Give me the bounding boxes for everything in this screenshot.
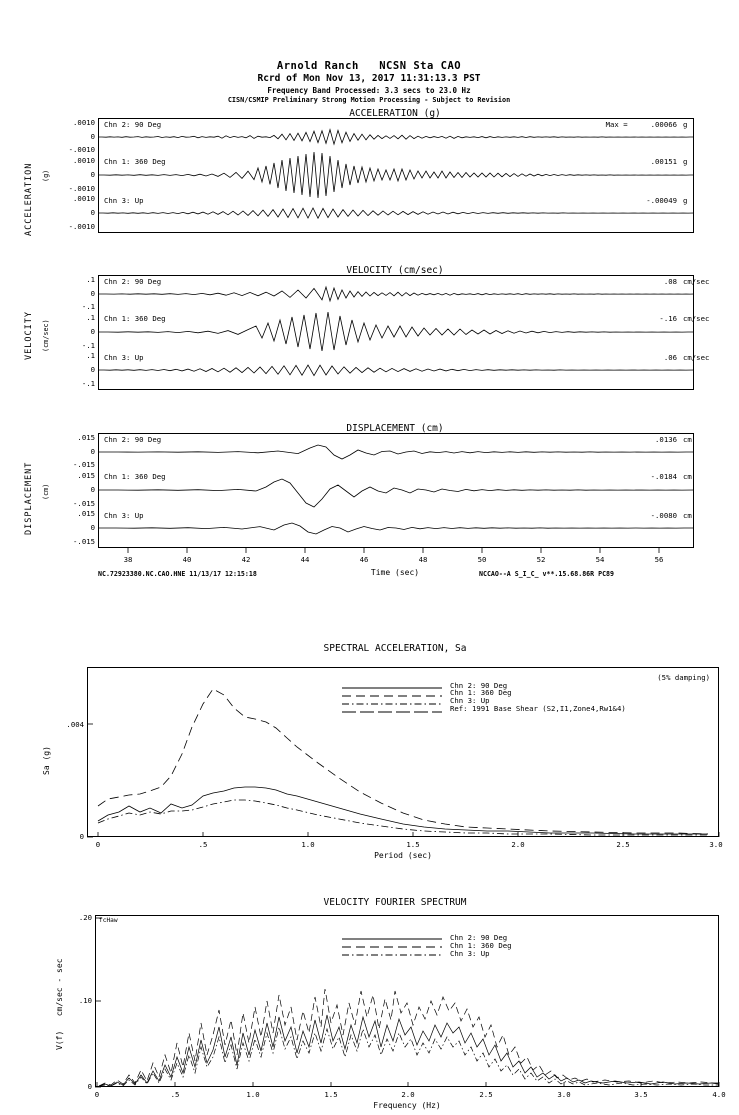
vel-chn1-peak: -.16 (659, 314, 677, 323)
disp-ytick-top-1: .015 (77, 433, 95, 442)
fourier-legend-item-0: Chn 2: 90 Deg (450, 933, 508, 942)
record-footer-right: NCCAO--A S_I_C_ v**.15.68.86R PC89 (479, 570, 614, 578)
time-xtick-0: 38 (123, 555, 133, 564)
vel-ytick-zero-3: 0 (90, 365, 95, 374)
displacement-axis-name: DISPLACEMENT (24, 461, 34, 535)
vel-chn2-label: Chn 2: 90 Deg (104, 277, 162, 286)
acc-ytick-top-2: .0010 (73, 156, 95, 165)
fourier-xtick-2: 1.0 (246, 1090, 260, 1099)
sa-legend-lines (342, 684, 452, 720)
sa-ytick-0: 0 (79, 832, 84, 841)
sa-damping-annotation: (5% damping) (657, 673, 710, 682)
sa-xtick-4: 2.0 (511, 840, 525, 849)
acc-ytick-zero-1: 0 (90, 132, 95, 141)
disp-ytick-bot-3: -.015 (73, 537, 95, 546)
acc-ytick-zero-3: 0 (90, 208, 95, 217)
vel-chn2-peak: .08 (663, 277, 677, 286)
sa-xtick-0: 0 (95, 840, 101, 849)
time-xtick-9: 56 (654, 555, 664, 564)
disp-ytick-zero-1: 0 (90, 447, 95, 456)
sa-xtick-3: 1.5 (406, 840, 420, 849)
disp-ytick-zero-3: 0 (90, 523, 95, 532)
acc-chn1-unit: g (683, 157, 688, 166)
vel-ytick-bot-1: -.1 (81, 302, 95, 311)
vel-ytick-zero-1: 0 (90, 289, 95, 298)
sa-xlabel: Period (sec) (374, 851, 432, 860)
fourier-xtick-7: 3.5 (634, 1090, 648, 1099)
fourier-xtick-6: 3.0 (557, 1090, 571, 1099)
acc-ytick-bot-1: -.0010 (68, 145, 95, 154)
sa-ylabel: Sa (g) (42, 746, 51, 775)
sa-xtick-1: .5 (198, 840, 208, 849)
fourier-ytick-20: .20 (78, 913, 92, 922)
time-xtick-3: 44 (300, 555, 310, 564)
vel-chn3-label: Chn 3: Up (104, 353, 144, 362)
disp-chn1-label: Chn 1: 360 Deg (104, 472, 166, 481)
acc-ytick-top-3: .0010 (73, 194, 95, 203)
sa-ytick-004: .004 (66, 720, 84, 729)
disp-chn2-peak: .0136 (655, 435, 677, 444)
sa-xtick-2: 1.0 (301, 840, 315, 849)
sa-legend-item-0: Chn 2: 90 Deg (450, 681, 508, 690)
time-xtick-6: 50 (477, 555, 487, 564)
time-xtick-1: 40 (182, 555, 192, 564)
acc-chn3-unit: g (683, 196, 688, 205)
record-subtitle: Rcrd of Mon Nov 13, 2017 11:31:13.3 PST (257, 73, 481, 84)
fourier-xtick-4: 2.0 (401, 1090, 415, 1099)
disp-ytick-top-3: .015 (77, 509, 95, 518)
acc-chn2-unit: g (683, 120, 688, 129)
fourier-corner-label: fcHaw (99, 917, 118, 924)
frequency-band-line: Frequency Band Processed: 3.3 secs to 23.0 Hz (267, 86, 471, 95)
disp-ytick-bot-1: -.015 (73, 460, 95, 469)
time-xtick-2: 42 (241, 555, 251, 564)
sa-legend-item-2: Chn 3: Up (450, 696, 490, 705)
vel-chn1-unit: cm/sec (683, 314, 710, 323)
acc-ytick-bot-3: -.0010 (68, 222, 95, 231)
disp-chn1-unit: cm (683, 472, 692, 481)
acceleration-axis-name: ACCELERATION (24, 162, 34, 236)
vel-ytick-bot-3: -.1 (81, 379, 95, 388)
disp-chn1-peak: -.0184 (650, 472, 677, 481)
vel-ytick-top-1: .1 (86, 275, 95, 284)
acc-chn3-peak: -.00049 (646, 196, 677, 205)
acc-chn2-peak: .00066 (650, 120, 677, 129)
velocity-axis-name: VELOCITY (24, 311, 34, 360)
fourier-ylabel: V(f) cm/sec - sec (55, 958, 64, 1050)
sa-title: SPECTRAL ACCELERATION, Sa (323, 643, 467, 654)
acc-ytick-bot-2: -.0010 (68, 184, 95, 193)
vel-chn2-unit: cm/sec (683, 277, 710, 286)
acc-chn1-label: Chn 1: 360 Deg (104, 157, 166, 166)
velocity-axis-units: (cm/sec) (42, 319, 50, 352)
fourier-xlabel: Frequency (Hz) (373, 1101, 441, 1110)
time-xtick-5: 48 (418, 555, 428, 564)
vel-ytick-top-3: .1 (86, 351, 95, 360)
acc-chn2-label: Chn 2: 90 Deg (104, 120, 162, 129)
disp-ytick-zero-2: 0 (90, 485, 95, 494)
acc-ytick-zero-2: 0 (90, 170, 95, 179)
velocity-panel-title: VELOCITY (cm/sec) (346, 265, 444, 276)
displacement-axis-units: (cm) (42, 483, 50, 500)
fourier-xtick-5: 2.5 (479, 1090, 493, 1099)
fourier-xtick-1: .5 (170, 1090, 180, 1099)
displacement-traces (98, 433, 694, 548)
fourier-legend-lines (342, 936, 452, 958)
record-footer-left: NC.72923380.NC.CAO.HNE 11/13/17 12:15:18 (98, 570, 257, 578)
vel-chn1-label: Chn 1: 360 Deg (104, 314, 166, 323)
page-title: Arnold Ranch NCSN Sta CAO (276, 60, 462, 72)
disp-chn3-unit: cm (683, 511, 692, 520)
time-xtick-7: 52 (536, 555, 546, 564)
sa-xtick-6: 3.0 (709, 840, 723, 849)
sa-legend-item-3: Ref: 1991 Base Shear (S2,I1,Zone4,Rw1&4) (450, 704, 626, 713)
processing-disclaimer: CISN/CSMIP Preliminary Strong Motion Processing - Subject to Revision (227, 96, 511, 104)
fourier-ytick-0: 0 (87, 1082, 92, 1091)
fourier-xtick-0: 0 (94, 1090, 100, 1099)
disp-ytick-bot-2: -.015 (73, 499, 95, 508)
acc-chn1-peak: .00151 (650, 157, 677, 166)
sa-xtick-5: 2.5 (616, 840, 630, 849)
disp-chn3-peak: -.0080 (650, 511, 677, 520)
disp-chn2-label: Chn 2: 90 Deg (104, 435, 162, 444)
fourier-legend-item-2: Chn 3: Up (450, 949, 490, 958)
fourier-xtick-3: 1.5 (324, 1090, 338, 1099)
time-axis-label: Time (sec) (370, 568, 420, 577)
fourier-xtick-8: 4.0 (712, 1090, 726, 1099)
disp-ytick-top-2: .015 (77, 471, 95, 480)
acc-chn3-label: Chn 3: Up (104, 196, 144, 205)
disp-chn2-unit: cm (683, 435, 692, 444)
displacement-panel-title: DISPLACEMENT (cm) (346, 423, 444, 434)
fourier-title: VELOCITY FOURIER SPECTRUM (323, 897, 467, 908)
vel-ytick-bot-2: -.1 (81, 341, 95, 350)
disp-chn3-label: Chn 3: Up (104, 511, 144, 520)
sa-legend-item-1: Chn 1: 360 Deg (450, 688, 512, 697)
acceleration-traces (98, 118, 694, 233)
time-xtick-8: 54 (595, 555, 605, 564)
fourier-legend-item-1: Chn 1: 360 Deg (450, 941, 512, 950)
velocity-traces (98, 275, 694, 390)
time-xtick-4: 46 (359, 555, 369, 564)
vel-ytick-top-2: .1 (86, 313, 95, 322)
vel-ytick-zero-2: 0 (90, 327, 95, 336)
acceleration-axis-units: (g) (42, 169, 50, 182)
fourier-ytick-10: .10 (78, 996, 92, 1005)
acc-max-prefix: Max = (605, 120, 632, 129)
vel-chn3-unit: cm/sec (683, 353, 710, 362)
vel-chn3-peak: .06 (663, 353, 677, 362)
acc-ytick-top-1: .0010 (73, 118, 95, 127)
acceleration-panel-title: ACCELERATION (g) (349, 108, 441, 119)
